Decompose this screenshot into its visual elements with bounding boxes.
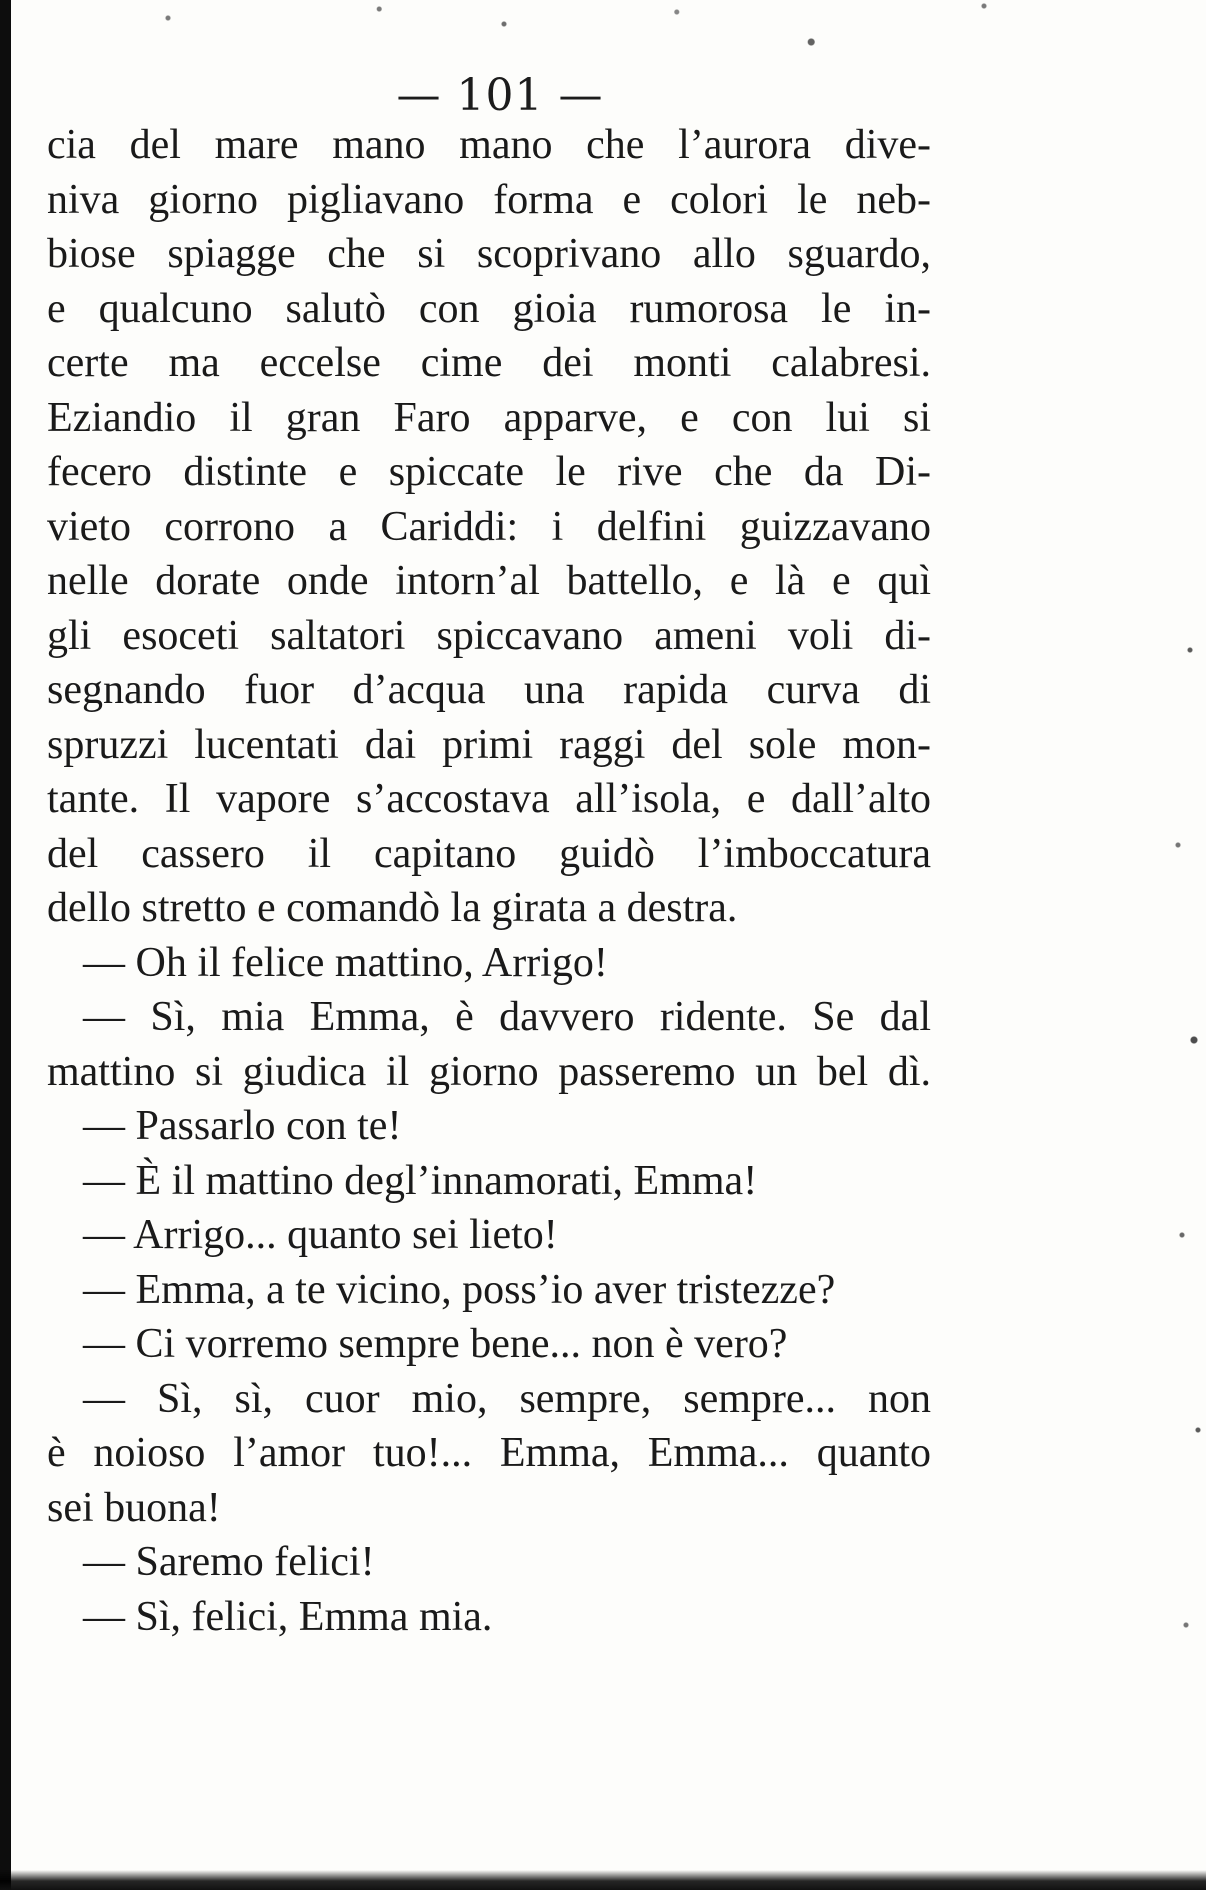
body-text: [47, 118, 931, 1644]
dialogue-line: — Ci vorremo sempre bene... non è vero?: [83, 1321, 788, 1367]
scan-specks-top: [120, 0, 1080, 60]
text-line: dello stretto e comandò la girata a destra.: [47, 885, 738, 931]
text-line: mattino si giudica il giorno passeremo un bel dì.: [47, 1048, 931, 1095]
dialogue-line: — Arrigo... quanto sei lieto!: [83, 1212, 558, 1258]
text-line: spruzzi lucentati dai primi raggi del sole mon-: [47, 721, 931, 768]
text-line: niva giorno pigliavano forma e colori le neb-: [47, 176, 931, 223]
dialogue-line: — Sì, mia Emma, è davvero ridente. Se dal: [83, 994, 931, 1040]
text-line: biose spiagge che si scoprivano allo sguardo,: [47, 231, 931, 277]
scan-specks-right: [1166, 520, 1206, 1820]
text-line: sei buona!: [47, 1484, 221, 1531]
text-line: gli esoceti saltatori spiccavano ameni voli di-: [47, 612, 931, 659]
dialogue-line: — Saremo felici!: [83, 1539, 375, 1585]
dialogue-line: — Sì, felici, Emma mia.: [83, 1593, 493, 1640]
page-bottom-edge: [0, 1870, 1206, 1890]
text-line: fecero distinte e spiccate le rive che da Di-: [47, 449, 931, 495]
book-spine-shadow: [0, 0, 11, 1890]
text-line: nelle dorate onde intorn’al battello, e là e quì: [47, 558, 931, 604]
text-line: cia del mare mano mano che l’aurora dive-: [47, 122, 931, 168]
text-line: e qualcuno salutò con gioia rumorosa le in-: [47, 285, 931, 332]
page-number: — 101 —: [396, 70, 604, 121]
text-line: segnando fuor d’acqua una rapida curva di: [47, 667, 931, 713]
text-line: del cassero il capitano guidò l’imboccatura: [47, 830, 931, 877]
dialogue-line: — Passarlo con te!: [83, 1103, 402, 1149]
dialogue-line: — È il mattino degl’innamorati, Emma!: [83, 1157, 758, 1204]
text-line: Eziandio il gran Faro apparve, e con lui si: [47, 394, 931, 441]
dialogue-line: — Oh il felice mattino, Arrigo!: [83, 939, 608, 986]
text-line: tante. Il vapore s’accostava all’isola, e dall’alto: [47, 776, 931, 822]
dialogue-line: — Sì, sì, cuor mio, sempre, sempre... non: [83, 1375, 931, 1422]
text-line: certe ma eccelse cime dei monti calabresi.: [47, 340, 931, 386]
text-line: è noioso l’amor tuo!... Emma, Emma... quanto: [47, 1430, 931, 1476]
text-line: vieto corrono a Cariddi: i delfini guizzavano: [47, 503, 931, 550]
dialogue-line: — Emma, a te vicino, poss’io aver tristezze?: [83, 1266, 836, 1313]
